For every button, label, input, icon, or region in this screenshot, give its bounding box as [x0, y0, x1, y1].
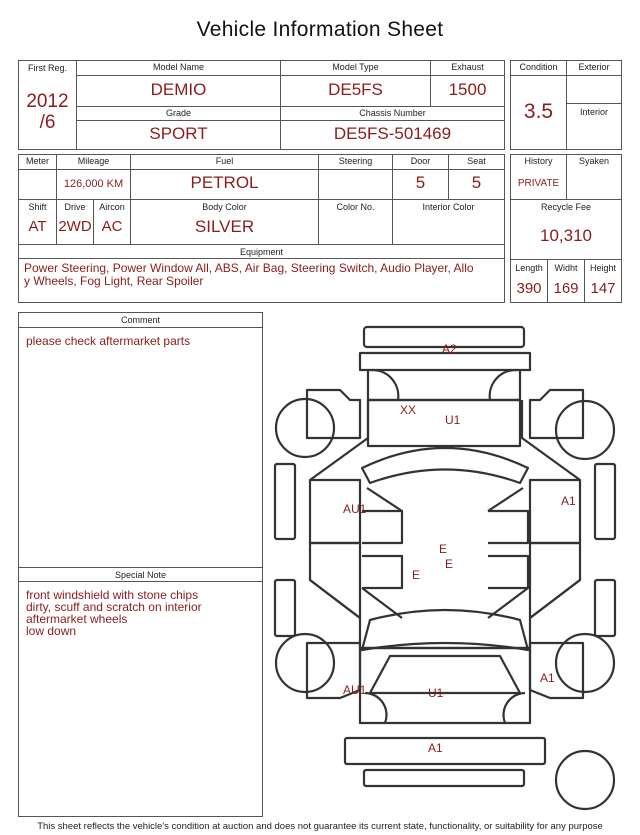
model-name-cell — [76, 76, 280, 106]
door-value: 5 — [415, 173, 426, 192]
seat-value: 5 — [471, 173, 482, 192]
mark-rear-bumper: A2 — [442, 342, 457, 356]
body-color-value: SILVER — [194, 217, 255, 236]
door-header — [392, 155, 448, 170]
condition-value: 3.5 — [523, 100, 554, 123]
model-type-header — [280, 61, 430, 76]
syaken-header — [566, 155, 621, 170]
drive-label: Drive — [64, 202, 86, 212]
mark-rear-panel: U1 — [445, 413, 461, 427]
exterior-header — [566, 61, 621, 76]
syaken-label: Syaken — [578, 156, 610, 166]
spare-wheel — [556, 751, 614, 809]
syaken-cell — [566, 170, 621, 199]
model-type-value: DE5FS — [328, 80, 383, 99]
chassis-cell — [280, 121, 504, 149]
comment-label: Comment — [120, 315, 160, 325]
shift-header — [19, 199, 56, 214]
fuel-header — [130, 155, 318, 170]
comment-header — [19, 313, 262, 328]
equipment-label: Equipment — [239, 247, 284, 257]
meter-cell — [19, 170, 56, 199]
exterior-label: Exterior — [578, 62, 610, 72]
history-header — [511, 155, 566, 170]
mark-front-bumper: A1 — [428, 741, 443, 755]
mark-floor-center-2: E — [445, 557, 454, 571]
chassis-value: DE5FS-501469 — [333, 124, 452, 143]
front-bumper-outline — [345, 738, 545, 764]
first-reg-month: /6 — [39, 112, 56, 133]
registration-block — [18, 60, 505, 150]
seat-header — [448, 155, 504, 170]
body-color-cell — [130, 214, 318, 244]
exterior-cell — [566, 76, 621, 104]
mileage-cell — [56, 170, 130, 199]
height-label: Height — [589, 263, 616, 273]
aircon-header — [93, 199, 130, 214]
model-name-header — [76, 61, 280, 76]
condition-label: Condition — [519, 62, 558, 72]
car-damage-diagram — [265, 318, 625, 818]
first-reg-year: 2012 — [26, 91, 69, 112]
color-no-cell — [318, 214, 392, 244]
drive-cell — [56, 214, 93, 244]
interior-cell — [566, 104, 621, 149]
mileage-label: Mileage — [77, 156, 110, 166]
shift-value: AT — [28, 218, 47, 235]
history-block — [510, 154, 622, 303]
color-no-header — [318, 199, 392, 214]
mileage-header — [56, 155, 130, 170]
mark-left-front: AU1 — [343, 683, 367, 697]
disclaimer-footer: This sheet reflects the vehicle's condition at auction and does not guarantee its current state, functionality, or suitability for any purpose — [37, 821, 603, 832]
history-cell — [511, 170, 566, 199]
rear-window — [362, 448, 528, 483]
width-cell — [547, 259, 584, 302]
length-value: 390 — [516, 280, 542, 297]
page-title: Vehicle Information Sheet — [196, 18, 444, 41]
interior-color-label: Interior Color — [422, 202, 475, 212]
body-color-header — [130, 199, 318, 214]
aircon-label: Aircon — [99, 202, 125, 212]
condition-cell — [511, 76, 566, 149]
fuel-value: PETROL — [190, 173, 259, 192]
condition-header — [511, 61, 566, 76]
equipment-cell — [19, 259, 504, 302]
recycle-value: 10,310 — [540, 226, 592, 245]
body-color-label: Body Color — [202, 202, 247, 212]
special-note-header — [19, 567, 262, 582]
meter-label: Meter — [25, 156, 49, 166]
exhaust-cell — [430, 76, 504, 106]
history-value: PRIVATE — [517, 178, 560, 189]
specification-block — [18, 154, 505, 303]
steering-cell — [318, 170, 392, 199]
right-front-door — [530, 543, 580, 618]
comment-text: please check aftermarket parts — [26, 334, 191, 348]
first-reg-label: First Reg. — [27, 63, 67, 73]
shift-cell — [19, 214, 56, 244]
mark-rear-glass: XX — [400, 403, 417, 417]
mark-floor-center-1: E — [439, 542, 448, 556]
left-front-door — [310, 543, 360, 618]
grade-cell — [76, 121, 280, 149]
fuel-label: Fuel — [215, 156, 234, 166]
drive-header — [56, 199, 93, 214]
equipment-line-2: y Wheels, Fog Light, Rear Spoiler — [24, 274, 204, 288]
special-note-line-1: front windshield with stone chips — [26, 588, 199, 602]
seat-cell — [448, 170, 504, 199]
grade-label: Grade — [165, 108, 191, 118]
model-type-cell — [280, 76, 430, 106]
special-note-line-2: dirty, scuff and scratch on interior — [26, 600, 202, 614]
mark-floor-left: E — [412, 568, 421, 582]
mark-left-rear-door: AU1 — [343, 502, 367, 516]
equipment-line-1: Power Steering, Power Window All, ABS, Air Bag, Steering Switch, Audio Player, Allo — [24, 261, 474, 275]
windshield — [362, 610, 528, 650]
height-cell — [584, 259, 621, 302]
special-note-label: Special Note — [114, 570, 167, 580]
aircon-value: AC — [101, 218, 123, 235]
steering-header — [318, 155, 392, 170]
interior-color-header — [392, 199, 504, 214]
exhaust-value: 1500 — [448, 80, 487, 99]
interior-color-cell — [392, 214, 504, 244]
fuel-cell — [130, 170, 318, 199]
steering-label: Steering — [338, 156, 373, 166]
special-note-line-4: low down — [26, 624, 77, 638]
model-type-label: Model Type — [332, 62, 379, 72]
grade-header — [76, 106, 280, 121]
mark-right-front: A1 — [540, 671, 555, 685]
door-label: Door — [410, 156, 431, 166]
exhaust-header — [430, 61, 504, 76]
chassis-header — [280, 106, 504, 121]
length-label: Length — [515, 263, 543, 273]
left-rear-wheel — [276, 399, 334, 457]
equipment-header — [19, 244, 504, 259]
history-label: History — [524, 156, 553, 166]
mark-right-side: A1 — [561, 494, 576, 508]
shift-label: Shift — [28, 202, 47, 212]
right-rear-wheel — [556, 401, 614, 459]
rear-glass — [368, 400, 520, 446]
recycle-label: Recycle Fee — [540, 202, 592, 212]
model-name-label: Model Name — [152, 62, 205, 72]
color-no-label: Color No. — [336, 202, 375, 212]
width-value: 169 — [553, 280, 579, 297]
interior-label: Interior — [579, 107, 608, 117]
condition-block — [510, 60, 622, 150]
first-reg-cell — [19, 61, 76, 149]
chassis-label: Chassis Number — [359, 108, 426, 118]
mileage-value: 126,000 KM — [63, 178, 124, 190]
right-rear-door — [530, 480, 580, 543]
seat-label: Seat — [467, 156, 486, 166]
aircon-cell — [93, 214, 130, 244]
length-cell — [511, 259, 547, 302]
grade-value: SPORT — [149, 124, 208, 143]
front-bumper-lower — [364, 770, 524, 786]
mark-hood: U1 — [428, 686, 444, 700]
special-note-line-3: aftermarket wheels — [26, 612, 128, 626]
door-cell — [392, 170, 448, 199]
height-value: 147 — [590, 280, 616, 297]
width-label: Widht — [554, 263, 578, 273]
recycle-cell — [511, 199, 621, 259]
drive-value: 2WD — [58, 218, 92, 235]
notes-block — [18, 312, 263, 817]
model-name-value: DEMIO — [150, 80, 207, 99]
exhaust-label: Exhaust — [451, 62, 484, 72]
meter-header — [19, 155, 56, 170]
